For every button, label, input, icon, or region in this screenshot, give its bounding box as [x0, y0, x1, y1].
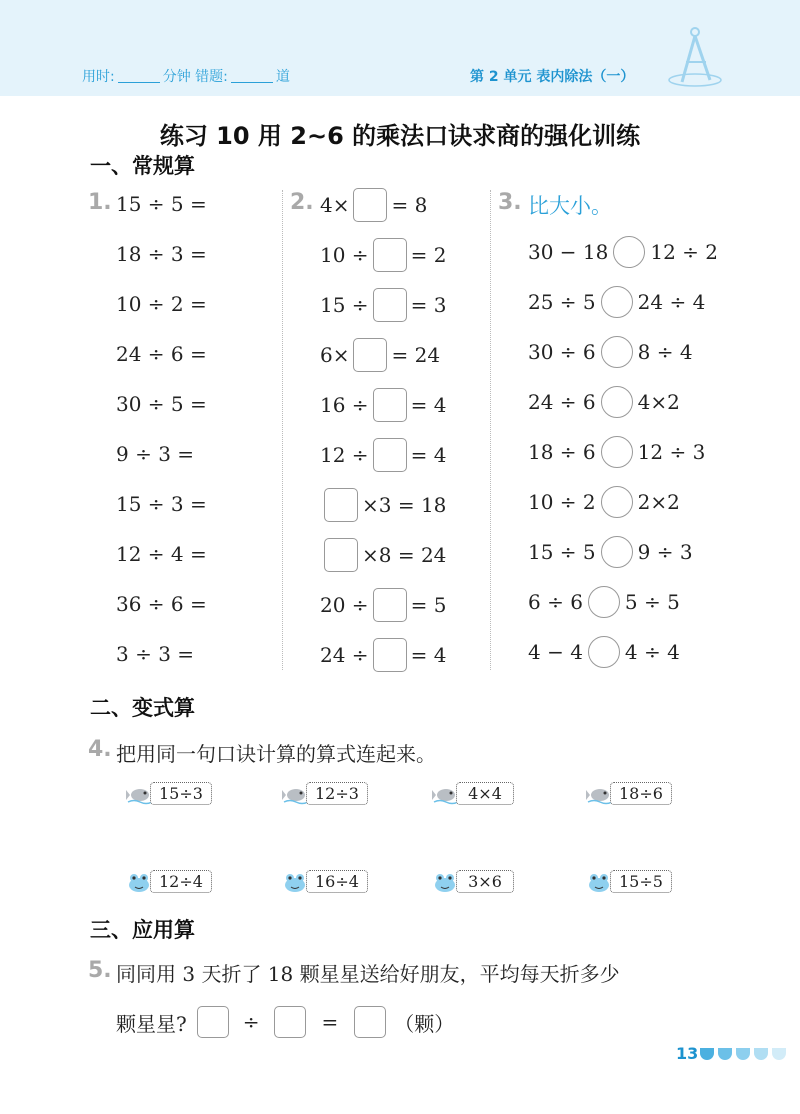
q1-expression: 24 ÷ 6 = [116, 342, 207, 366]
fish-icon [282, 783, 308, 805]
q4-instruction: 把用同一句口诀计算的算式连起来。 [116, 742, 436, 766]
q5-divide-sign: ÷ [242, 1010, 260, 1034]
fish-icon [126, 783, 152, 805]
fish-card[interactable] [586, 782, 672, 805]
q5-number: 5. [88, 958, 112, 983]
q3-title: 比大小。 [528, 194, 612, 218]
card-expression: 15÷3 [150, 782, 212, 805]
card-expression: 12÷3 [306, 782, 368, 805]
q3-compare-circle[interactable] [601, 386, 633, 418]
q3-right-expression: 12 ÷ 2 [650, 240, 719, 264]
q3-right-expression: 2×2 [637, 490, 680, 514]
card-expression: 4×4 [456, 782, 514, 805]
time-blank[interactable] [118, 68, 160, 83]
q2-answer-box[interactable] [353, 338, 387, 372]
q3-comparison [528, 536, 693, 568]
q3-compare-circle[interactable] [613, 236, 645, 268]
card-expression: 18÷6 [610, 782, 672, 805]
q2-equation [320, 338, 440, 372]
q2-answer-box[interactable] [373, 288, 407, 322]
frog-icon [282, 871, 308, 893]
q2-answer-box[interactable] [324, 538, 358, 572]
q2-left-operand: 20 ÷ [320, 593, 369, 617]
q1-expression: 3 ÷ 3 = [116, 642, 195, 666]
frog-card[interactable] [432, 870, 514, 893]
frog-icon [432, 871, 458, 893]
frog-icon [586, 871, 612, 893]
q1-expression: 18 ÷ 3 = [116, 242, 207, 266]
compass-icon [660, 22, 730, 92]
section-heading-1: 一、常规算 [90, 154, 195, 178]
q5-question-line1: 同同用 3 天折了 18 颗星星送给好朋友，平均每天折多少 [116, 962, 620, 986]
q3-right-expression: 12 ÷ 3 [637, 440, 706, 464]
q2-equation [320, 438, 446, 472]
q1-expression: 30 ÷ 5 = [116, 392, 207, 416]
page-number: 13 [676, 1044, 699, 1063]
page-dot-1 [700, 1048, 714, 1060]
q3-left-expression: 10 ÷ 2 [528, 490, 596, 514]
q3-comparison [528, 236, 718, 268]
q2-equation [320, 588, 446, 622]
fish-icon [432, 783, 458, 805]
q3-comparison [528, 486, 680, 518]
q2-left-operand: 10 ÷ [320, 243, 369, 267]
divider-2 [490, 190, 491, 670]
q3-compare-circle[interactable] [588, 636, 620, 668]
unit-title: 第 2 单元 表内除法（一） [470, 69, 635, 85]
page-dot-5 [772, 1048, 786, 1060]
q2-answer-box[interactable] [373, 388, 407, 422]
q3-number: 3. [498, 190, 522, 215]
q1-expression: 10 ÷ 2 = [116, 292, 207, 316]
q3-comparison [528, 436, 705, 468]
q2-equation [320, 488, 446, 522]
q2-right-part: = 4 [410, 643, 447, 667]
q2-answer-box[interactable] [373, 588, 407, 622]
q3-left-expression: 15 ÷ 5 [528, 540, 596, 564]
q3-left-expression: 25 ÷ 5 [528, 290, 596, 314]
q2-equation [320, 238, 446, 272]
fish-card[interactable] [282, 782, 368, 805]
q2-left-operand: 24 ÷ [320, 643, 369, 667]
q5-answer-box-2[interactable] [274, 1006, 306, 1038]
q5-line2-text: 颗星星? [116, 1011, 187, 1036]
q2-right-part: = 8 [391, 193, 428, 217]
q1-expression: 12 ÷ 4 = [116, 542, 207, 566]
card-expression: 15÷5 [610, 870, 672, 893]
q2-equation [320, 538, 446, 572]
q2-left-operand: 12 ÷ [320, 443, 369, 467]
minutes-label: 分钟 [162, 69, 191, 85]
q3-compare-circle[interactable] [601, 336, 633, 368]
q1-expression: 15 ÷ 3 = [116, 492, 207, 516]
fish-icon [586, 783, 612, 805]
q3-compare-circle[interactable] [588, 586, 620, 618]
q2-right-part: = 2 [410, 243, 447, 267]
q1-number: 1. [88, 190, 112, 215]
q3-right-expression: 8 ÷ 4 [637, 340, 693, 364]
q3-comparison [528, 386, 680, 418]
q3-right-expression: 4×2 [637, 390, 680, 414]
q3-left-expression: 30 ÷ 6 [528, 340, 596, 364]
frog-card[interactable] [282, 870, 368, 893]
errors-blank[interactable] [231, 68, 273, 83]
q3-compare-circle[interactable] [601, 486, 633, 518]
q2-equation [320, 188, 427, 222]
q2-right-part: = 4 [410, 393, 447, 417]
count-label: 道 [275, 69, 290, 85]
q2-answer-box[interactable] [373, 238, 407, 272]
divider-1 [282, 190, 283, 670]
q3-compare-circle[interactable] [601, 286, 633, 318]
q2-left-operand: 4× [320, 193, 350, 217]
q2-right-part: ×3 = 18 [362, 493, 447, 517]
section-heading-3: 三、应用算 [90, 918, 195, 942]
q4-number: 4. [88, 737, 112, 762]
q2-answer-box[interactable] [373, 438, 407, 472]
frog-icon [126, 871, 152, 893]
q3-compare-circle[interactable] [601, 436, 633, 468]
q3-left-expression: 18 ÷ 6 [528, 440, 596, 464]
q3-left-expression: 24 ÷ 6 [528, 390, 596, 414]
q5-unit: （颗） [394, 1011, 455, 1036]
fish-card[interactable] [432, 782, 514, 805]
q3-comparison [528, 286, 705, 318]
q2-answer-box[interactable] [353, 188, 387, 222]
q1-expression: 36 ÷ 6 = [116, 592, 207, 616]
q1-expression: 15 ÷ 5 = [116, 192, 207, 216]
fish-card[interactable] [126, 782, 212, 805]
q3-right-expression: 24 ÷ 4 [637, 290, 706, 314]
q1-expression: 9 ÷ 3 = [116, 442, 195, 466]
frog-card[interactable] [586, 870, 672, 893]
q5-question-line2 [116, 1006, 454, 1038]
q2-answer-box[interactable] [373, 638, 407, 672]
page-dot-3 [736, 1048, 750, 1060]
q3-comparison [528, 586, 680, 618]
page-title: 练习 10 用 2~6 的乘法口诀求商的强化训练 [159, 122, 641, 150]
q3-right-expression: 5 ÷ 5 [624, 590, 680, 614]
q5-equals-sign: = [321, 1010, 339, 1034]
q3-right-expression: 9 ÷ 3 [637, 540, 693, 564]
q3-comparison [528, 636, 680, 668]
q3-comparison [528, 336, 693, 368]
q2-right-part: = 4 [410, 443, 447, 467]
q2-right-part: = 5 [410, 593, 447, 617]
q2-right-part: = 3 [410, 293, 447, 317]
card-expression: 16÷4 [306, 870, 368, 893]
q3-compare-circle[interactable] [601, 536, 633, 568]
page-dot-2 [718, 1048, 732, 1060]
q2-left-operand: 15 ÷ [320, 293, 369, 317]
frog-card[interactable] [126, 870, 212, 893]
q3-left-expression: 4 − 4 [528, 640, 583, 664]
q5-answer-box-3[interactable] [354, 1006, 386, 1038]
card-expression: 12÷4 [150, 870, 212, 893]
q2-right-part: ×8 = 24 [362, 543, 447, 567]
q2-right-part: = 24 [391, 343, 441, 367]
time-label: 用时: [82, 69, 115, 85]
q2-equation [320, 288, 446, 322]
page-dot-4 [754, 1048, 768, 1060]
q5-answer-box-1[interactable] [197, 1006, 229, 1038]
q2-answer-box[interactable] [324, 488, 358, 522]
card-expression: 3×6 [456, 870, 514, 893]
q2-equation [320, 388, 446, 422]
q2-left-operand: 6× [320, 343, 350, 367]
q2-equation [320, 638, 446, 672]
q3-left-expression: 6 ÷ 6 [528, 590, 583, 614]
q3-right-expression: 4 ÷ 4 [624, 640, 680, 664]
time-errors-fields [82, 66, 290, 86]
q2-number: 2. [290, 190, 314, 215]
section-heading-2: 二、变式算 [90, 696, 195, 720]
errors-label: 错题: [195, 69, 228, 85]
q2-left-operand: 16 ÷ [320, 393, 369, 417]
q3-left-expression: 30 − 18 [528, 240, 609, 264]
